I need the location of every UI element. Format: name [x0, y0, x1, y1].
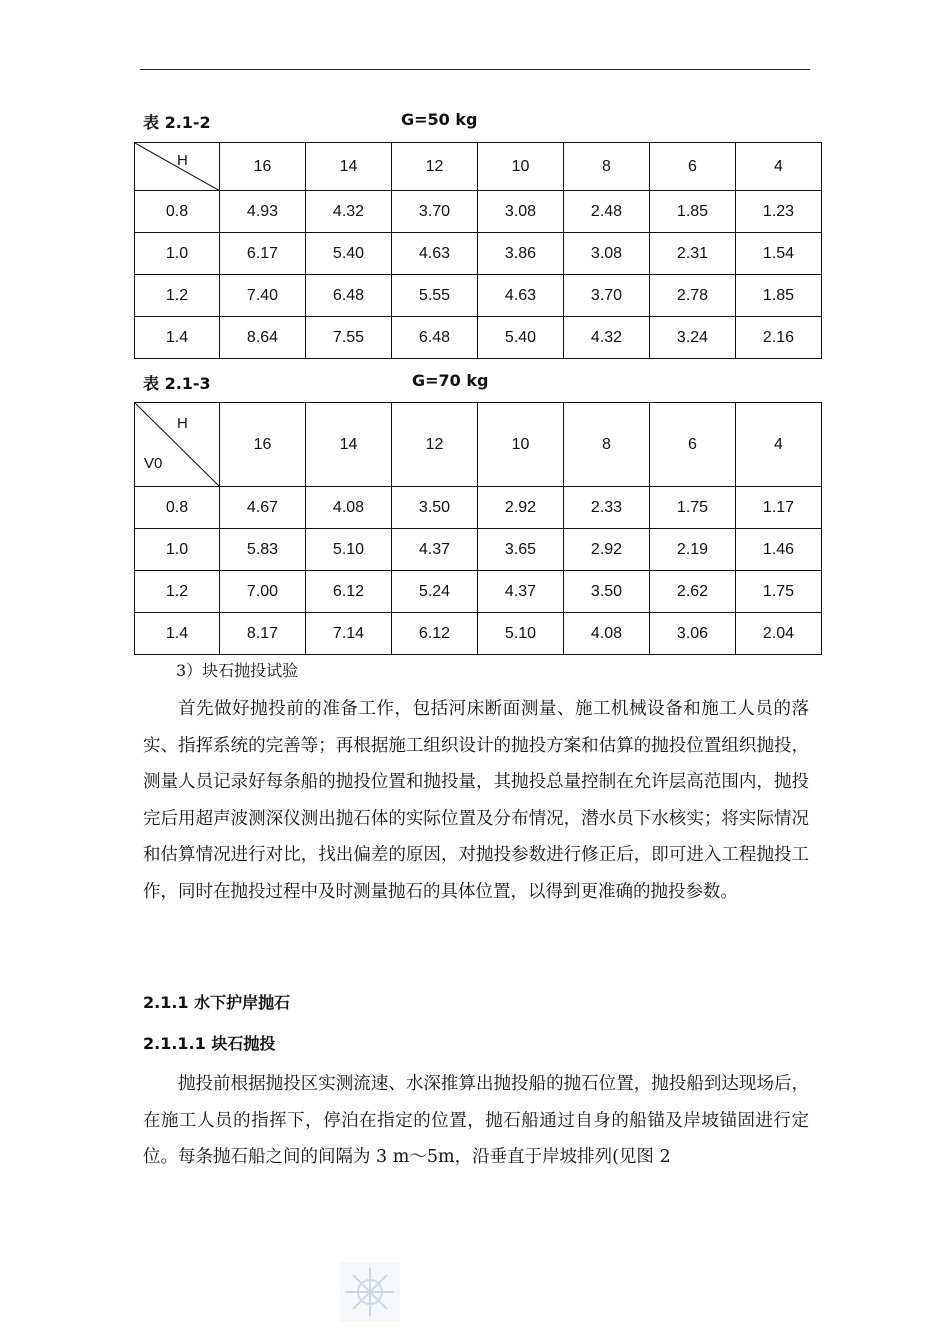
table2-cell: 4.37: [478, 571, 564, 613]
table2-cell: 3.50: [392, 487, 478, 529]
table1-cell: 3.24: [650, 317, 736, 359]
table2-weight: G=70 kg: [412, 371, 489, 390]
section3-paragraph: 首先做好抛投前的准备工作，包括河床断面测量、施工机械设备和施工人员的落实、指挥系统的完善等；再根据施工组织设计的抛投方案和估算的抛投位置组织抛投，测量人员记录好每条船的抛投位置和抛投量，其抛投总量控制在允许层高范围内，抛投完后用超声波测深仪测出抛石体的实际位置及分布情况，潜水员下水核实；将实际情况和估算情况进行对比，找出偏差的原因，对抛投参数进行修正后，即可进入工程抛投工作，同时在抛投过程中及时测量抛石的具体位置，以得到更准确的抛投参数。: [143, 699, 809, 902]
table1-cell: 3.70: [392, 191, 478, 233]
table2-cell: 2.92: [478, 487, 564, 529]
table1-label: 表 2.1-2: [143, 113, 211, 132]
table1: [134, 142, 822, 359]
table1-cell: 2.48: [564, 191, 650, 233]
table1-cell: 1.85: [736, 275, 822, 317]
table1-col-header: 10: [478, 143, 564, 191]
table2-col-header: 16: [220, 403, 306, 487]
table1-cell: 1.85: [650, 191, 736, 233]
table2-cell: 8.17: [220, 613, 306, 655]
table2-row: [135, 613, 822, 655]
table1-cell: 2.31: [650, 233, 736, 275]
table1-row-v0: 1.0: [135, 233, 220, 275]
table1-cell: 3.08: [478, 191, 564, 233]
table2-cell: 4.08: [564, 613, 650, 655]
table1-corner-cell: [135, 143, 220, 191]
table1-row-v0: 1.2: [135, 275, 220, 317]
table1-cell: 3.08: [564, 233, 650, 275]
table2-row: [135, 571, 822, 613]
table2-row-v0: 1.0: [135, 529, 220, 571]
table2-cell: 5.10: [306, 529, 392, 571]
table1-cell: 8.64: [220, 317, 306, 359]
table1-row-v0: 1.4: [135, 317, 220, 359]
heading-2-1-1-1: 2.1.1.1 块石抛投: [143, 1034, 276, 1053]
table1-row: [135, 275, 822, 317]
table1-caption: [143, 110, 478, 133]
section3-body: [143, 691, 809, 911]
table1-row: [135, 233, 822, 275]
table1-header-row: [135, 143, 822, 191]
table2-cell: 4.08: [306, 487, 392, 529]
table1-cell: 2.16: [736, 317, 822, 359]
table2-row-v0: 1.2: [135, 571, 220, 613]
table2-cell: 2.04: [736, 613, 822, 655]
table2-cell: 7.00: [220, 571, 306, 613]
table1-cell: 2.78: [650, 275, 736, 317]
table1-cell: 3.86: [478, 233, 564, 275]
table1-cell: 5.55: [392, 275, 478, 317]
table2-cell: 4.37: [392, 529, 478, 571]
table1-cell: 7.55: [306, 317, 392, 359]
section3-title: 3）块石抛投试验: [176, 661, 299, 680]
table2-col-header: 10: [478, 403, 564, 487]
table2-cell: 1.17: [736, 487, 822, 529]
table2-caption: [143, 371, 489, 394]
watermark-logo: [340, 1262, 400, 1322]
table1-cell: 6.48: [306, 275, 392, 317]
table2-row: [135, 487, 822, 529]
table2-row-v0: 1.4: [135, 613, 220, 655]
table2-cell: 2.33: [564, 487, 650, 529]
table2-cell: 7.14: [306, 613, 392, 655]
table2-cell: 1.46: [736, 529, 822, 571]
table2-corner-cell: [135, 403, 220, 487]
table1-cell: 4.32: [564, 317, 650, 359]
table1-cell: 5.40: [306, 233, 392, 275]
table1-cell: 4.32: [306, 191, 392, 233]
table1-col-header: 6: [650, 143, 736, 191]
table2-header-row: [135, 403, 822, 487]
final-paragraph: 抛投前根据抛投区实测流速、水深推算出抛投船的抛石位置，抛投船到达现场后，在施工人员的指挥下，停泊在指定的位置，抛石船通过自身的船锚及岸坡锚固进行定位。每条抛石船之间的间隔为 3 m～5m，沿垂直于岸坡排列(见图 2: [143, 1074, 809, 1168]
table2-cell: 5.24: [392, 571, 478, 613]
table1-cell: 4.63: [478, 275, 564, 317]
table1-cell: 7.40: [220, 275, 306, 317]
table1-row: [135, 191, 822, 233]
table2-cell: 4.67: [220, 487, 306, 529]
table2-cell: 2.19: [650, 529, 736, 571]
table1-cell: 3.70: [564, 275, 650, 317]
table2-col-header: 14: [306, 403, 392, 487]
table2-corner-v0: V0: [144, 455, 163, 472]
table2-col-header: 8: [564, 403, 650, 487]
table2-cell: 6.12: [306, 571, 392, 613]
table2-cell: 6.12: [392, 613, 478, 655]
table1-cell: 4.63: [392, 233, 478, 275]
table1-weight: G=50 kg: [401, 110, 478, 129]
table2-cell: 2.92: [564, 529, 650, 571]
table2-cell: 2.62: [650, 571, 736, 613]
table2-label: 表 2.1-3: [143, 374, 211, 393]
table1-cell: 5.40: [478, 317, 564, 359]
table1-col-header: 4: [736, 143, 822, 191]
table2-cell: 3.65: [478, 529, 564, 571]
table1-cell: 1.54: [736, 233, 822, 275]
table2: [134, 402, 822, 655]
table1-row-v0: 0.8: [135, 191, 220, 233]
table2-col-header: 6: [650, 403, 736, 487]
table1-row: [135, 317, 822, 359]
table2-cell: 1.75: [736, 571, 822, 613]
header-rule: [140, 69, 810, 70]
table2-row: [135, 529, 822, 571]
table1-cell: 4.93: [220, 191, 306, 233]
table2-cell: 3.50: [564, 571, 650, 613]
table2-cell: 3.06: [650, 613, 736, 655]
table1-col-header: 8: [564, 143, 650, 191]
table2-cell: 5.83: [220, 529, 306, 571]
table2-corner-h: H: [177, 415, 188, 432]
table1-col-header: 12: [392, 143, 478, 191]
table2-cell: 1.75: [650, 487, 736, 529]
table2-row-v0: 0.8: [135, 487, 220, 529]
table2-cell: 5.10: [478, 613, 564, 655]
table1-cell: 6.17: [220, 233, 306, 275]
table2-col-header: 4: [736, 403, 822, 487]
table2-col-header: 12: [392, 403, 478, 487]
heading-2-1-1: 2.1.1 水下护岸抛石: [143, 993, 291, 1012]
final-paragraph-block: [143, 1066, 809, 1176]
table1-col-header: 14: [306, 143, 392, 191]
table1-col-header: 16: [220, 143, 306, 191]
table1-cell: 6.48: [392, 317, 478, 359]
table1-corner-h: H: [177, 152, 188, 169]
table1-cell: 1.23: [736, 191, 822, 233]
